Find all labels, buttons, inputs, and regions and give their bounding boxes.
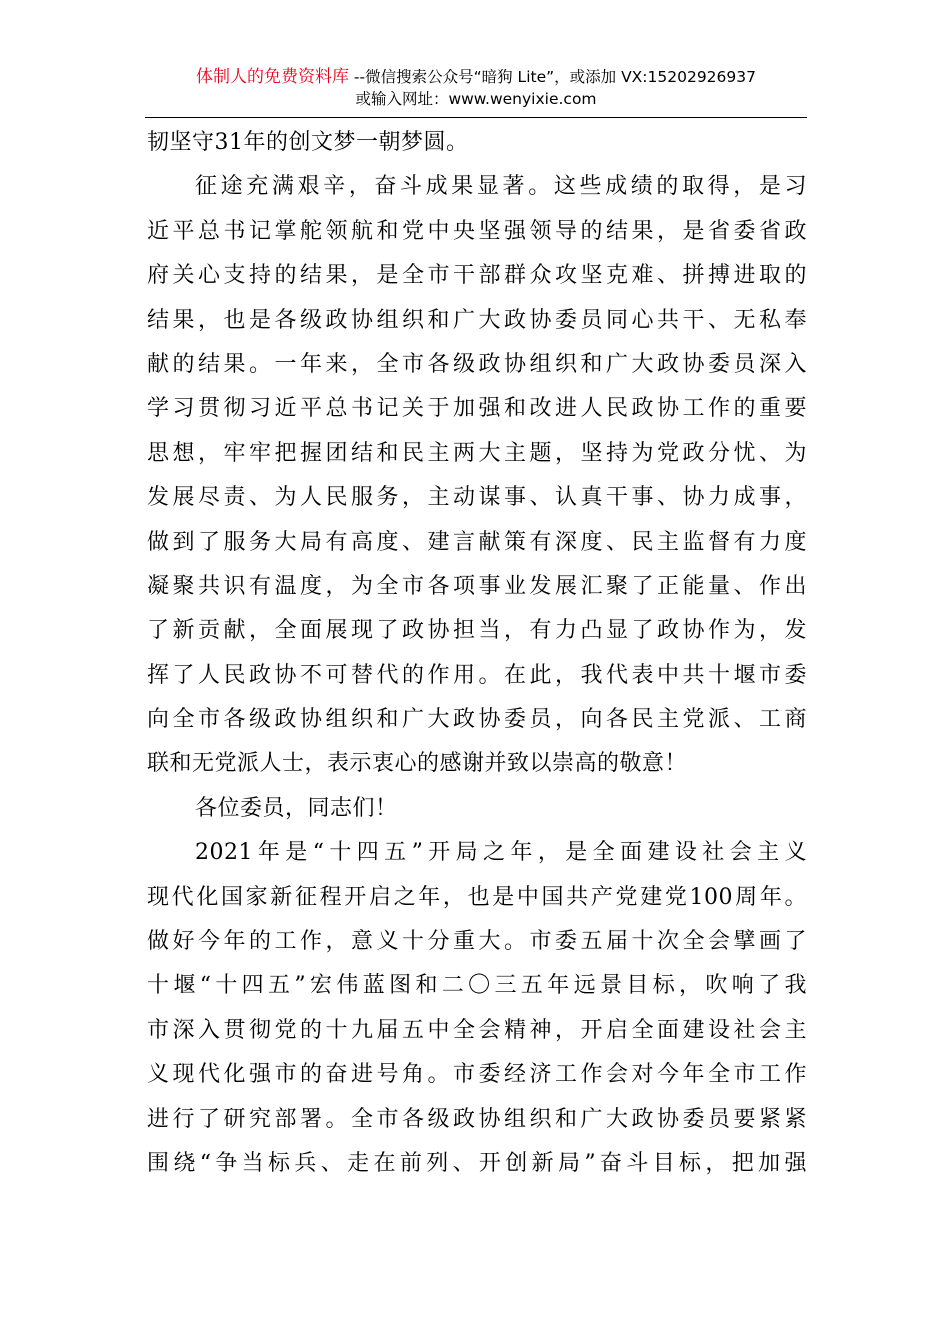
text-line: 近平总书记掌舵领航和党中央坚强领导的结果，是省委省政 bbox=[147, 218, 807, 244]
text-line: 义现代化强市的奋进号角。市委经济工作会对今年全市工作 bbox=[147, 1062, 807, 1088]
text-line: 围绕“争当标兵、走在前列、开创新局”奋斗目标，把加强 bbox=[147, 1150, 807, 1176]
text-line: 征途充满艰辛，奋斗成果显著。这些成绩的取得，是习 bbox=[195, 174, 807, 200]
text-line: 挥了人民政协不可替代的作用。在此，我代表中共十堰市委 bbox=[147, 662, 807, 688]
header-brand: 体制人的免费资料库 bbox=[195, 67, 349, 87]
text-line: 韧坚守31年的创文梦一朝梦圆。 bbox=[147, 130, 469, 155]
header-website: 或输入网址：www.wenyixie.com bbox=[355, 90, 597, 108]
text-line: 联和无党派人士，表示衷心的感谢并致以崇高的敬意！ bbox=[147, 751, 688, 777]
text-line: 各位委员，同志们！ bbox=[195, 795, 398, 821]
text-line: 学习贯彻习近平总书记关于加强和改进人民政协工作的重要 bbox=[147, 396, 807, 422]
text-line: 市深入贯彻党的十九届五中全会精神，开启全面建设社会主 bbox=[147, 1017, 807, 1043]
text-line: 府关心支持的结果，是全市干部群众攻坚克难、拼搏进取的 bbox=[147, 263, 807, 289]
header-divider bbox=[145, 117, 807, 118]
text-line: 现代化国家新征程开启之年，也是中国共产党建党100周年。 bbox=[147, 884, 807, 910]
text-line: 凝聚共识有温度，为全市各项事业发展汇聚了正能量、作出 bbox=[147, 573, 807, 599]
text-line: 进行了研究部署。全市各级政协组织和广大政协委员要紧紧 bbox=[147, 1106, 807, 1132]
text-line: 做好今年的工作，意义十分重大。市委五届十次全会擘画了 bbox=[147, 929, 807, 955]
document-body bbox=[147, 121, 807, 1186]
page-header bbox=[145, 66, 807, 110]
text-line: 做到了服务大局有高度、建言献策有深度、民主监督有力度 bbox=[147, 529, 807, 555]
header-wechat-note: --微信搜索公众号“暗狗 Lite”，或添加 VX:15202926937 bbox=[348, 68, 756, 86]
text-line: 献的结果。一年来，全市各级政协组织和广大政协委员深入 bbox=[147, 351, 807, 377]
text-line: 思想，牢牢把握团结和民主两大主题，坚持为党政分忧、为 bbox=[147, 440, 807, 466]
text-line: 发展尽责、为人民服务，主动谋事、认真干事、协力成事， bbox=[147, 485, 807, 511]
header-line-1 bbox=[145, 66, 807, 88]
text-line: 向全市各级政协组织和广大政协委员，向各民主党派、工商 bbox=[147, 707, 807, 733]
text-line: 2021年是“十四五”开局之年，是全面建设社会主义 bbox=[195, 840, 807, 866]
text-line: 十堰“十四五”宏伟蓝图和二〇三五年远景目标，吹响了我 bbox=[147, 973, 807, 999]
text-line: 了新贡献，全面展现了政协担当，有力凸显了政协作为，发 bbox=[147, 618, 807, 644]
text-line: 结果，也是各级政协组织和广大政协委员同心共干、无私奉 bbox=[147, 307, 807, 333]
